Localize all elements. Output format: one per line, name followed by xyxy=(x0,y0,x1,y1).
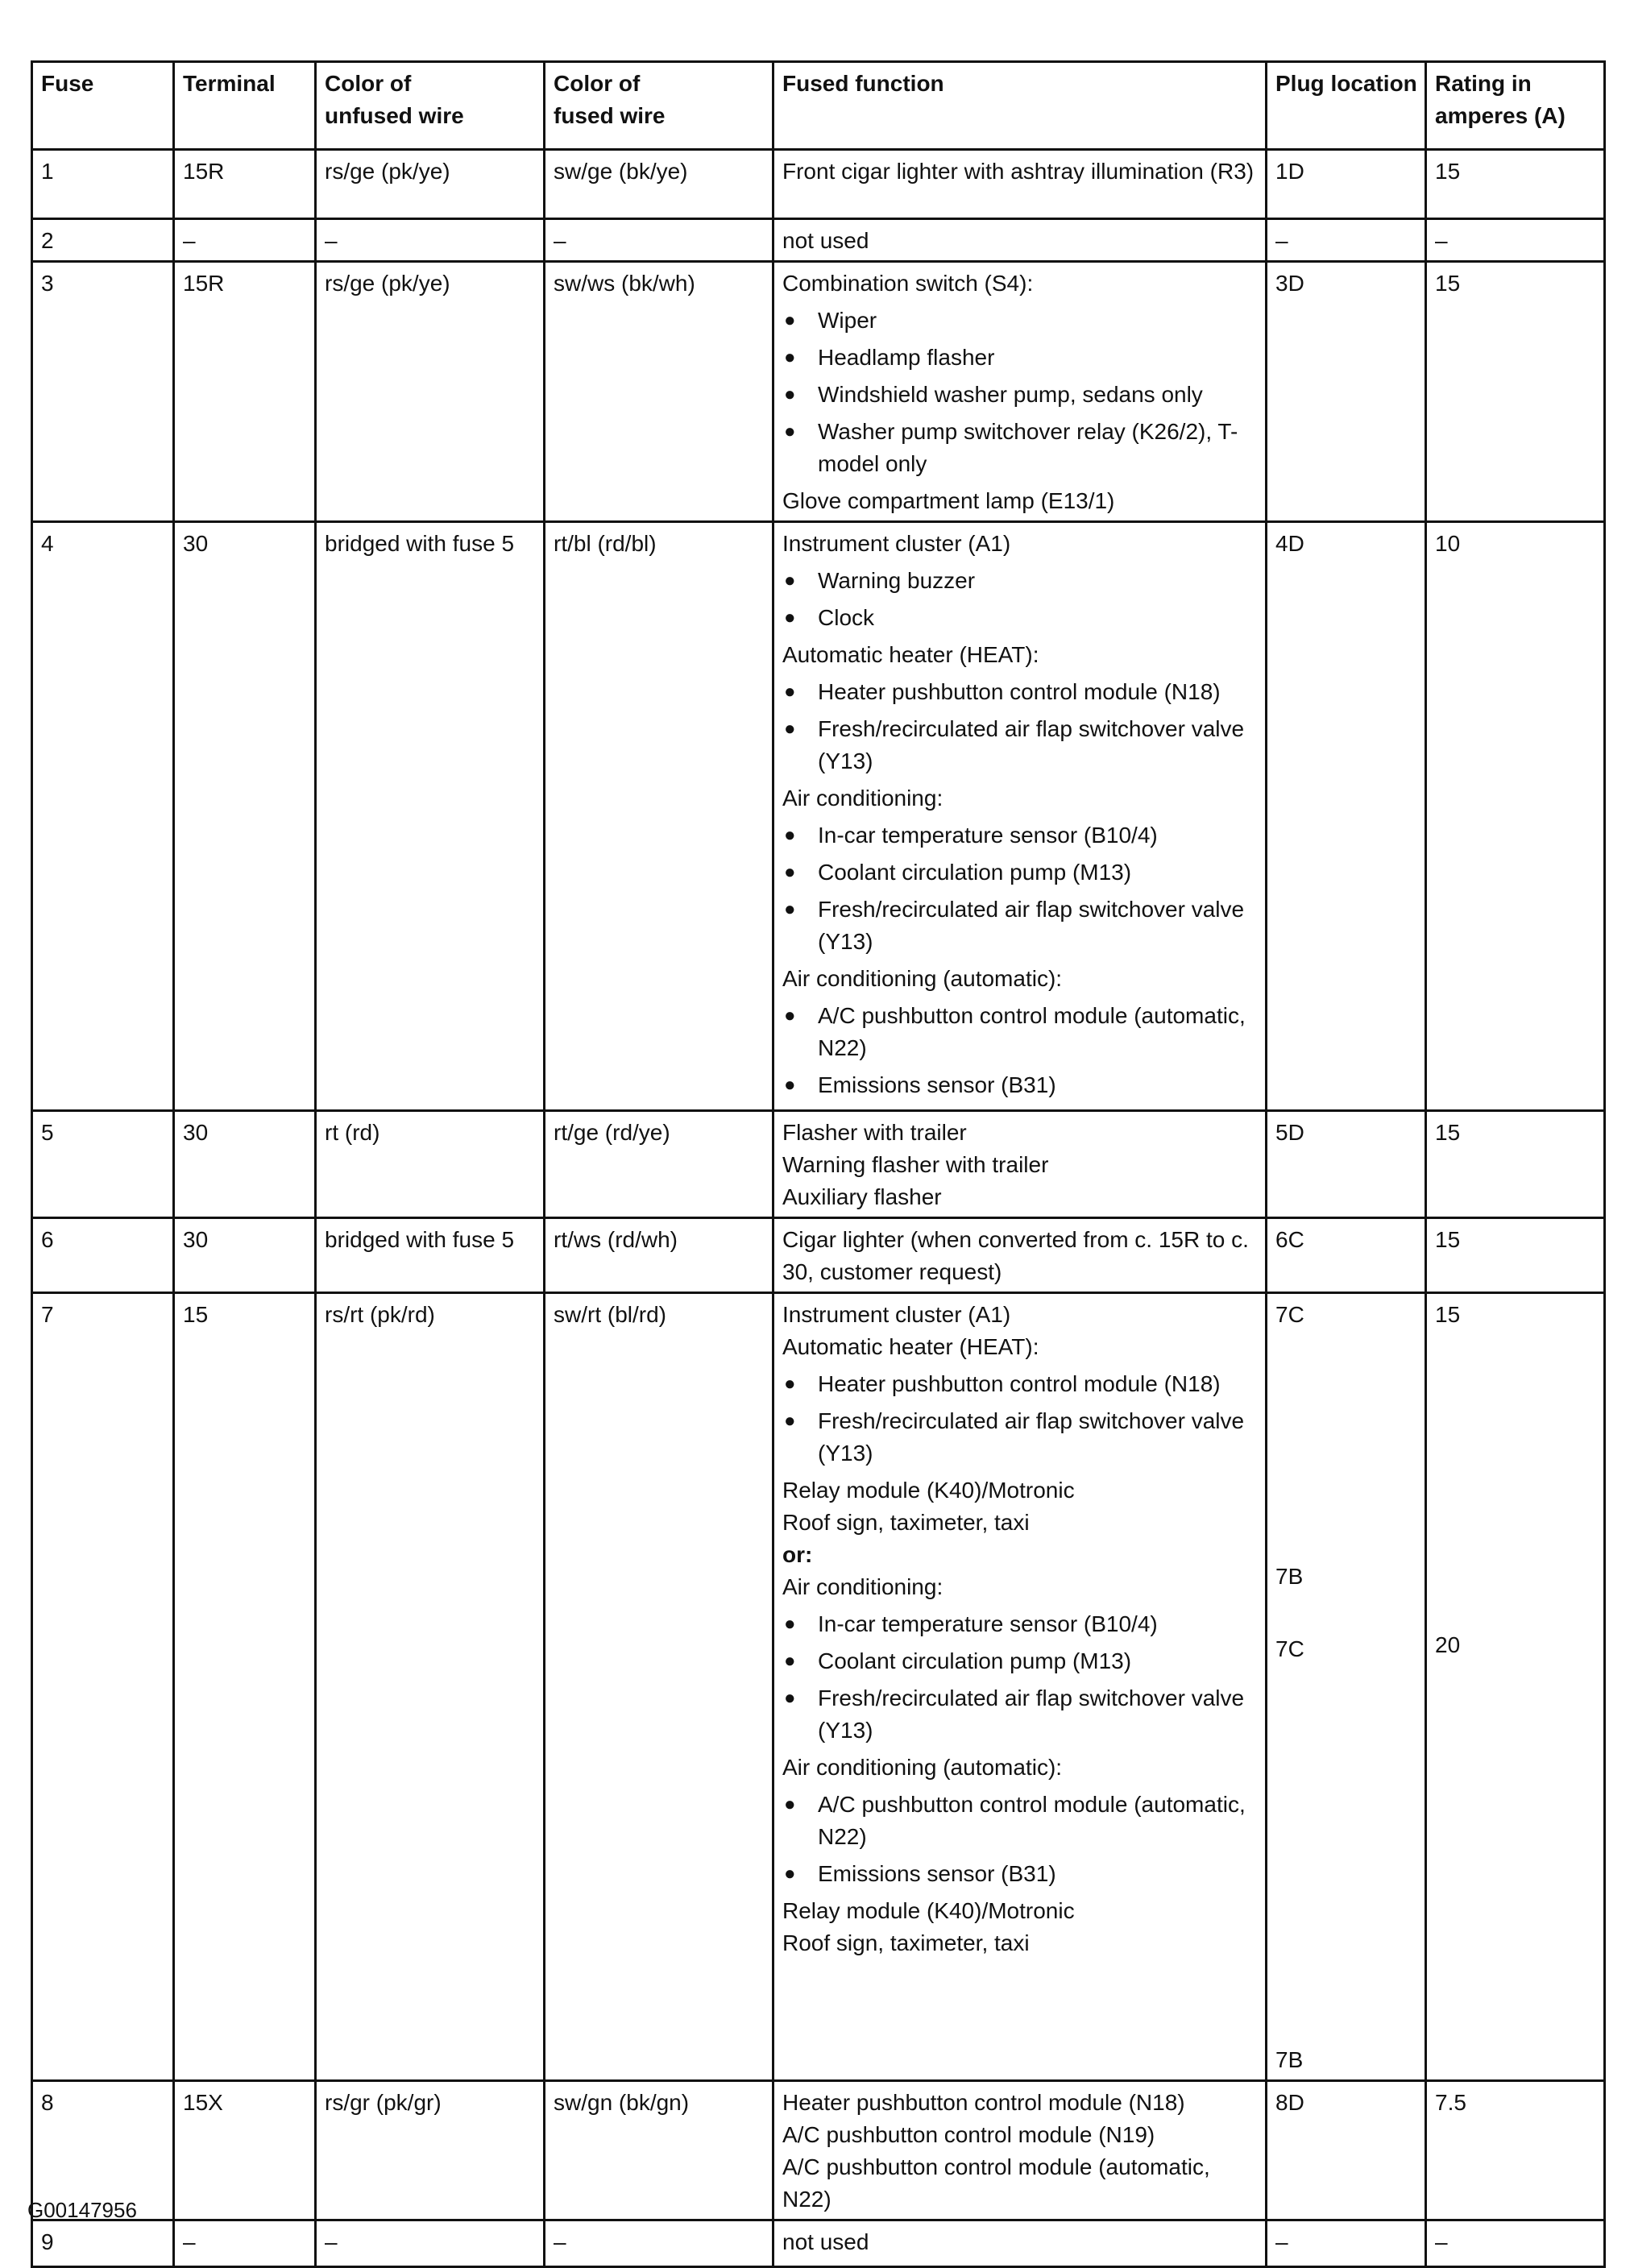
function-line: A/C pushbutton control module (N19) xyxy=(782,2122,1155,2147)
cell-fuse: 2 xyxy=(32,219,174,262)
function-list xyxy=(782,1299,1259,1959)
cell-function xyxy=(773,2220,1267,2267)
cell-fused: rt/ws (rd/wh) xyxy=(545,1218,773,1293)
function-bullet-item: ● Warning buzzer xyxy=(782,565,1259,597)
function-bullet-item: ● Fresh/recirculated air flap switchover valve (Y13) xyxy=(782,1682,1259,1747)
header-unfused-wire-color xyxy=(316,62,545,150)
table-row xyxy=(32,150,1605,219)
cell-fused: sw/ws (bk/wh) xyxy=(545,262,773,522)
function-list xyxy=(782,2087,1259,2216)
table-row xyxy=(32,262,1605,522)
cell-fused: rt/bl (rd/bl) xyxy=(545,522,773,1111)
cell-plug-location xyxy=(1267,262,1426,522)
rating-value: 10 xyxy=(1435,531,1461,556)
function-bullet-item: ● Heater pushbutton control module (N18) xyxy=(782,676,1259,708)
function-bullet-item: ● Fresh/recirculated air flap switchover valve (Y13) xyxy=(782,894,1259,958)
cell-function xyxy=(773,1111,1267,1218)
function-list xyxy=(782,528,1259,1101)
cell-function xyxy=(773,219,1267,262)
cell-terminal: 15 xyxy=(174,1293,316,2081)
function-line: Air conditioning: xyxy=(782,1574,943,1599)
rating-value: 15 xyxy=(1435,1302,1461,1327)
cell-function xyxy=(773,2081,1267,2220)
header-line: unfused wire xyxy=(325,103,464,128)
cell-fuse: 4 xyxy=(32,522,174,1111)
header-line: Plug location xyxy=(1275,71,1417,96)
rating-value: – xyxy=(1435,2229,1448,2254)
function-bullet-item: ● A/C pushbutton control module (automatic, N22) xyxy=(782,1789,1259,1853)
cell-rating xyxy=(1426,522,1605,1111)
plug-value: – xyxy=(1275,228,1288,253)
function-bullet-item: ● A/C pushbutton control module (automatic, N22) xyxy=(782,1000,1259,1064)
cell-terminal: 30 xyxy=(174,1218,316,1293)
cell-rating xyxy=(1426,262,1605,522)
function-line: Relay module (K40)/Motronic xyxy=(782,1478,1075,1503)
cell-unfused: rs/ge (pk/ye) xyxy=(316,150,545,219)
rating-value: 15 xyxy=(1435,1227,1461,1252)
function-bullet-item: ● Coolant circulation pump (M13) xyxy=(782,856,1259,889)
function-line: or: xyxy=(782,1542,813,1567)
function-line: Front cigar lighter with ashtray illumination (R3) xyxy=(782,159,1255,184)
cell-plug-location xyxy=(1267,2081,1426,2220)
function-bullet-item: ● Emissions sensor (B31) xyxy=(782,1858,1259,1890)
plug-value: 3D xyxy=(1275,271,1304,296)
cell-fuse: 6 xyxy=(32,1218,174,1293)
function-bullet-item: ● Wiper xyxy=(782,305,1259,337)
cell-unfused: rs/ge (pk/ye) xyxy=(316,262,545,522)
function-line: Heater pushbutton control module (N18) xyxy=(782,2090,1185,2115)
document-code: G00147956 xyxy=(27,2198,137,2222)
function-line: not used xyxy=(782,228,869,253)
plug-value: 7C xyxy=(1275,1636,1304,1661)
cell-function xyxy=(773,150,1267,219)
table-row xyxy=(32,522,1605,1111)
cell-plug-location xyxy=(1267,522,1426,1111)
table-row xyxy=(32,2081,1605,2220)
function-line: Automatic heater (HEAT): xyxy=(782,642,1039,667)
cell-terminal: 15X xyxy=(174,2081,316,2220)
cell-terminal: 15R xyxy=(174,150,316,219)
cell-fuse: 9 xyxy=(32,2220,174,2267)
cell-rating xyxy=(1426,150,1605,219)
plug-value: 1D xyxy=(1275,159,1304,184)
header-line: Fused function xyxy=(782,71,944,96)
cell-fused: – xyxy=(545,2220,773,2267)
cell-fused: sw/ge (bk/ye) xyxy=(545,150,773,219)
function-line: Combination switch (S4): xyxy=(782,271,1034,296)
function-bullet-item: ● Clock xyxy=(782,602,1259,634)
function-line: Instrument cluster (A1) xyxy=(782,1302,1011,1327)
function-bullet-item: ● In-car temperature sensor (B10/4) xyxy=(782,1608,1259,1640)
cell-rating xyxy=(1426,1218,1605,1293)
cell-unfused: – xyxy=(316,219,545,262)
cell-unfused: rs/gr (pk/gr) xyxy=(316,2081,545,2220)
rating-value: 15 xyxy=(1435,159,1461,184)
header-fused-wire-color xyxy=(545,62,773,150)
plug-value: 7B xyxy=(1275,2047,1304,2072)
table-row xyxy=(32,1218,1605,1293)
cell-fused: – xyxy=(545,219,773,262)
function-line: Instrument cluster (A1) xyxy=(782,531,1011,556)
function-line: Air conditioning: xyxy=(782,786,943,811)
rating-value: 15 xyxy=(1435,271,1461,296)
table-row xyxy=(32,2220,1605,2267)
header-fused-function xyxy=(773,62,1267,150)
header-line: Fuse xyxy=(41,71,94,96)
cell-terminal: 15R xyxy=(174,262,316,522)
header-line: Color of xyxy=(325,71,412,96)
cell-unfused: – xyxy=(316,2220,545,2267)
function-list xyxy=(782,225,1259,257)
header-line: Terminal xyxy=(183,71,276,96)
header-terminal xyxy=(174,62,316,150)
rating-value: 20 xyxy=(1435,1632,1461,1657)
rating-value: 15 xyxy=(1435,1120,1461,1145)
rating-value: – xyxy=(1435,228,1448,253)
header-line: fused wire xyxy=(554,103,666,128)
table-row xyxy=(32,1293,1605,2081)
rating-value: 7.5 xyxy=(1435,2090,1466,2115)
cell-fuse: 7 xyxy=(32,1293,174,2081)
cell-unfused: rs/rt (pk/rd) xyxy=(316,1293,545,2081)
function-bullet-item: ● Coolant circulation pump (M13) xyxy=(782,1645,1259,1677)
function-bullet-item: ● Windshield washer pump, sedans only xyxy=(782,379,1259,411)
function-line: Roof sign, taximeter, taxi xyxy=(782,1930,1030,1955)
function-line: Automatic heater (HEAT): xyxy=(782,1334,1039,1359)
function-line: Auxiliary flasher xyxy=(782,1184,942,1209)
cell-terminal: 30 xyxy=(174,522,316,1111)
cell-fused: sw/rt (bl/rd) xyxy=(545,1293,773,2081)
cell-unfused: rt (rd) xyxy=(316,1111,545,1218)
plug-value: 4D xyxy=(1275,531,1304,556)
table-row xyxy=(32,219,1605,262)
header-fuse xyxy=(32,62,174,150)
function-line: Cigar lighter (when converted from c. 15R to c. 30, customer request) xyxy=(782,1227,1249,1284)
cell-fuse: 5 xyxy=(32,1111,174,1218)
plug-value: – xyxy=(1275,2229,1288,2254)
function-list xyxy=(782,2226,1259,2258)
cell-fuse: 1 xyxy=(32,150,174,219)
function-line: Warning flasher with trailer xyxy=(782,1152,1049,1177)
function-line: A/C pushbutton control module (automatic, N22) xyxy=(782,2154,1210,2212)
cell-rating xyxy=(1426,219,1605,262)
function-list xyxy=(782,267,1259,517)
cell-fused: rt/ge (rd/ye) xyxy=(545,1111,773,1218)
cell-unfused: bridged with fuse 5 xyxy=(316,1218,545,1293)
plug-value: 7C xyxy=(1275,1302,1304,1327)
header-line: Color of xyxy=(554,71,641,96)
cell-rating xyxy=(1426,2081,1605,2220)
cell-rating xyxy=(1426,2220,1605,2267)
function-bullet-item: ● Fresh/recirculated air flap switchover valve (Y13) xyxy=(782,1405,1259,1470)
cell-plug-location xyxy=(1267,219,1426,262)
cell-terminal: – xyxy=(174,2220,316,2267)
cell-rating xyxy=(1426,1293,1605,2081)
function-line: not used xyxy=(782,2229,869,2254)
cell-fused: sw/gn (bk/gn) xyxy=(545,2081,773,2220)
cell-rating xyxy=(1426,1111,1605,1218)
cell-function xyxy=(773,1218,1267,1293)
function-bullet-item: ● Fresh/recirculated air flap switchover valve (Y13) xyxy=(782,713,1259,777)
header-line: Rating in xyxy=(1435,71,1532,96)
plug-value: 8D xyxy=(1275,2090,1304,2115)
cell-unfused: bridged with fuse 5 xyxy=(316,522,545,1111)
cell-plug-location xyxy=(1267,1111,1426,1218)
function-bullet-item: ● Headlamp flasher xyxy=(782,342,1259,374)
table-body xyxy=(32,150,1605,2267)
cell-function xyxy=(773,1293,1267,2081)
cell-plug-location xyxy=(1267,1293,1426,2081)
function-list xyxy=(782,1117,1259,1213)
function-list xyxy=(782,155,1259,188)
cell-plug-location xyxy=(1267,150,1426,219)
function-line: Relay module (K40)/Motronic xyxy=(782,1898,1075,1923)
cell-fuse: 8 xyxy=(32,2081,174,2220)
cell-terminal: – xyxy=(174,219,316,262)
header-row xyxy=(32,62,1605,150)
cell-function xyxy=(773,262,1267,522)
function-line: Air conditioning (automatic): xyxy=(782,966,1063,991)
cell-plug-location xyxy=(1267,2220,1426,2267)
plug-value: 6C xyxy=(1275,1227,1304,1252)
function-line: Air conditioning (automatic): xyxy=(782,1755,1063,1780)
cell-plug-location xyxy=(1267,1218,1426,1293)
header-plug-location xyxy=(1267,62,1426,150)
table-row xyxy=(32,1111,1605,1218)
header-rating xyxy=(1426,62,1605,150)
header-line: amperes (A) xyxy=(1435,103,1566,128)
cell-fuse: 3 xyxy=(32,262,174,522)
function-line: Glove compartment lamp (E13/1) xyxy=(782,488,1115,513)
function-bullet-item: ● Heater pushbutton control module (N18) xyxy=(782,1368,1259,1400)
function-line: Roof sign, taximeter, taxi xyxy=(782,1510,1030,1535)
function-bullet-item: ● Emissions sensor (B31) xyxy=(782,1069,1259,1101)
function-line: Flasher with trailer xyxy=(782,1120,967,1145)
fuse-table xyxy=(31,60,1606,2268)
plug-value: 5D xyxy=(1275,1120,1304,1145)
plug-value: 7B xyxy=(1275,1564,1304,1589)
function-list xyxy=(782,1224,1259,1288)
cell-function xyxy=(773,522,1267,1111)
function-bullet-item: ● Washer pump switchover relay (K26/2), T-model only xyxy=(782,416,1259,480)
cell-terminal: 30 xyxy=(174,1111,316,1218)
function-bullet-item: ● In-car temperature sensor (B10/4) xyxy=(782,819,1259,852)
